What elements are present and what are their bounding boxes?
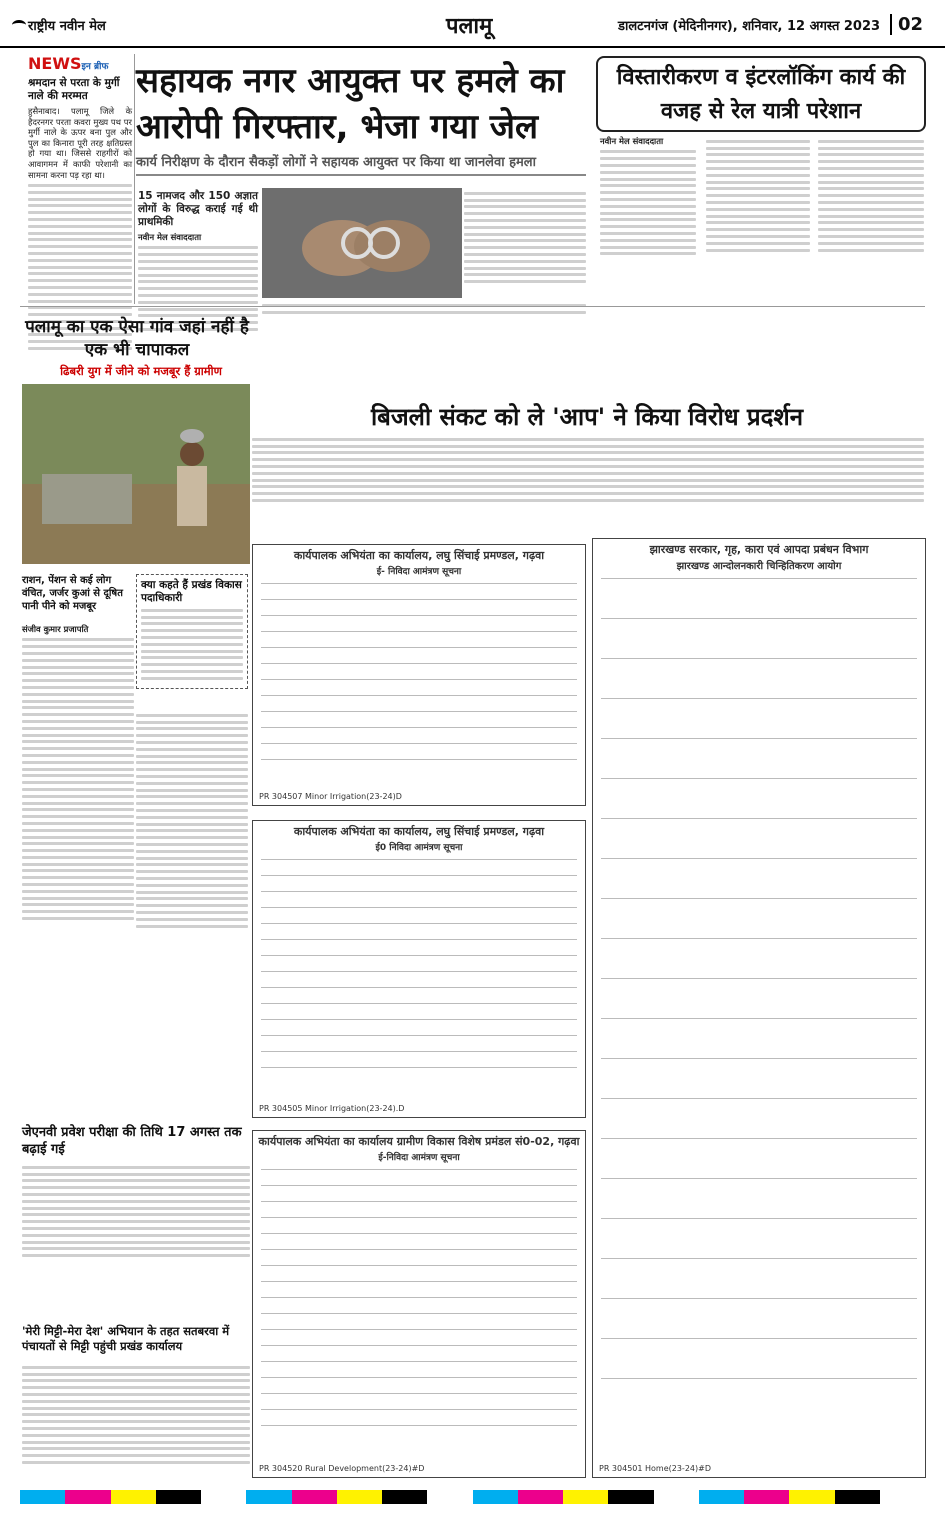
news-logo: [28, 54, 132, 73]
brief-body: हुसैनाबाद। पलामू जिले के हैदरनगर परता कवरा मुख्य पथ पर मुर्गी नाले के ऊपर बना पुल और पुल का किनारा पूरी तरह क्षतिग्रस्त हो गया था। जिससे राहगीरों को आवागमन में काफी परेशानी का सामना करना पड़ रहा था।: [28, 106, 132, 180]
bdo-quote-box: [136, 574, 248, 689]
village-col-2: [136, 710, 248, 931]
ad2-subtitle: ई0 निविदा आमंत्रण सूचना: [375, 843, 463, 853]
ad3-number: PR 304520 Rural Development(23-24)#D: [259, 1464, 425, 1473]
ad2-title: कार्यपालक अभियंता का कार्यालय, लघु सिंचाई प्रमण्डल, गढ़वा: [293, 825, 545, 838]
lead-kicker: 15 नामजद और 150 अज्ञात लोगों के विरुद्ध कराई गई थी प्राथमिकी: [138, 190, 258, 228]
masthead: [0, 0, 945, 48]
ad3-title: कार्यपालक अभियंता का कार्यालय ग्रामीण विकास विशेष प्रमंडल सं0-02, गढ़वा: [258, 1135, 580, 1148]
lead-headline: सहायक नगर आयुक्त पर हमले का आरोपी गिरफ्तार, भेजा गया जेल: [136, 61, 565, 147]
lead-byline: नवीन मेल संवाददाता: [138, 232, 202, 242]
tender-ad-2: [252, 820, 586, 1118]
lead-col-filler: [464, 188, 586, 287]
campaign-body-filler: [22, 1362, 250, 1468]
village-col-1: [22, 624, 134, 924]
column-rule: [134, 54, 135, 304]
rail-col-1: [600, 136, 696, 259]
rail-byline: नवीन मेल संवाददाता: [600, 136, 664, 146]
ad4-number: PR 304501 Home(23-24)#D: [599, 1464, 711, 1473]
ad3-subtitle: ई-निविदा आमंत्रण सूचना: [378, 1153, 460, 1163]
ad4-subtitle: झारखण्ड आन्दोलनकारी चिन्हितिकरण आयोग: [676, 561, 842, 572]
lead-subheadline: कार्य निरीक्षण के दौरान सैकड़ों लोगों ने सहायक आयुक्त पर किया था जानलेवा हमला: [136, 152, 586, 176]
village-photo: [22, 384, 250, 564]
page-number: 02: [890, 14, 923, 35]
brand: [12, 16, 106, 34]
horizontal-rule: [20, 306, 925, 307]
tender-ad-3: [252, 1130, 586, 1478]
rail-headline: विस्तारीकरण व इंटरलॉकिंग कार्य की वजह से रेल यात्री परेशान: [596, 56, 926, 132]
news-logo-text: NEWS: [28, 54, 82, 73]
rail-col-2: [706, 136, 810, 255]
dateline: डालटनगंज (मेदिनीनगर), शनिवार, 12 अगस्त 2023: [618, 19, 881, 34]
ad1-title: कार्यपालक अभियंता का कार्यालय, लघु सिंचाई प्रमण्डल, गढ़वा: [293, 549, 545, 562]
bird-logo-icon: [12, 20, 26, 30]
ad1-subtitle: ई- निविदा आमंत्रण सूचना: [376, 567, 462, 577]
protest-headline: बिजली संकट को ले 'आप' ने किया विरोध प्रदर्शन: [370, 403, 804, 431]
ad1-number: PR 304507 Minor Irrigation(23-24)D: [259, 792, 402, 801]
villager-illustration: [22, 384, 250, 564]
news-logo-sub: इन ब्रीफ: [81, 62, 109, 72]
bdo-quote-title: क्या कहते हैं प्रखंड विकास पदाधिकारी: [141, 579, 242, 604]
village-headline: पलामू का एक ऐसा गांव जहां नहीं है एक भी चापाकल: [25, 317, 249, 360]
entrance-body-filler: [22, 1162, 250, 1261]
village-caption: राशन, पेंशन से कई लोग वंचित, जर्जर कुआं से दूषित पानी पीने को मजबूर: [22, 575, 123, 612]
tender-ad-1: [252, 544, 586, 806]
brand-name: राष्ट्रीय नवीन मेल: [28, 19, 106, 34]
village-subheadline: ढिबरी युग में जीने को मजबूर हैं ग्रामीण: [60, 364, 222, 378]
news-in-brief: [28, 54, 132, 354]
rail-col-3: [818, 136, 924, 255]
page-name: पलामू: [446, 14, 493, 39]
handcuff-illustration: [262, 188, 462, 298]
campaign-headline: 'मेरी मिट्टी-मेरा देश' अभियान के तहत सतबरवा में पंचायतों से मिट्टी पहुंची प्रखंड कार्यालय: [22, 1324, 230, 1353]
protest-body-filler: [252, 434, 924, 506]
entrance-headline: जेएनवी प्रवेश परीक्षा की तिथि 17 अगस्त तक बढ़ाई गई: [22, 1125, 242, 1157]
brief-headline: श्रमदान से परता के मुर्गी नाले की मरम्मत: [28, 77, 120, 102]
lead-kicker-block: [138, 186, 258, 335]
ad4-title: झारखण्ड सरकार, गृह, कारा एवं आपदा प्रबंधन विभाग: [649, 543, 869, 556]
ad2-number: PR 304505 Minor Irrigation(23-24).D: [259, 1104, 405, 1113]
lead-bottom-filler: [262, 300, 586, 317]
handcuff-photo: [262, 188, 462, 298]
village-byline: संजीव कुमार प्रजापति: [22, 624, 89, 634]
government-notice-ad: [592, 538, 926, 1478]
printer-color-bar: [20, 1490, 925, 1504]
